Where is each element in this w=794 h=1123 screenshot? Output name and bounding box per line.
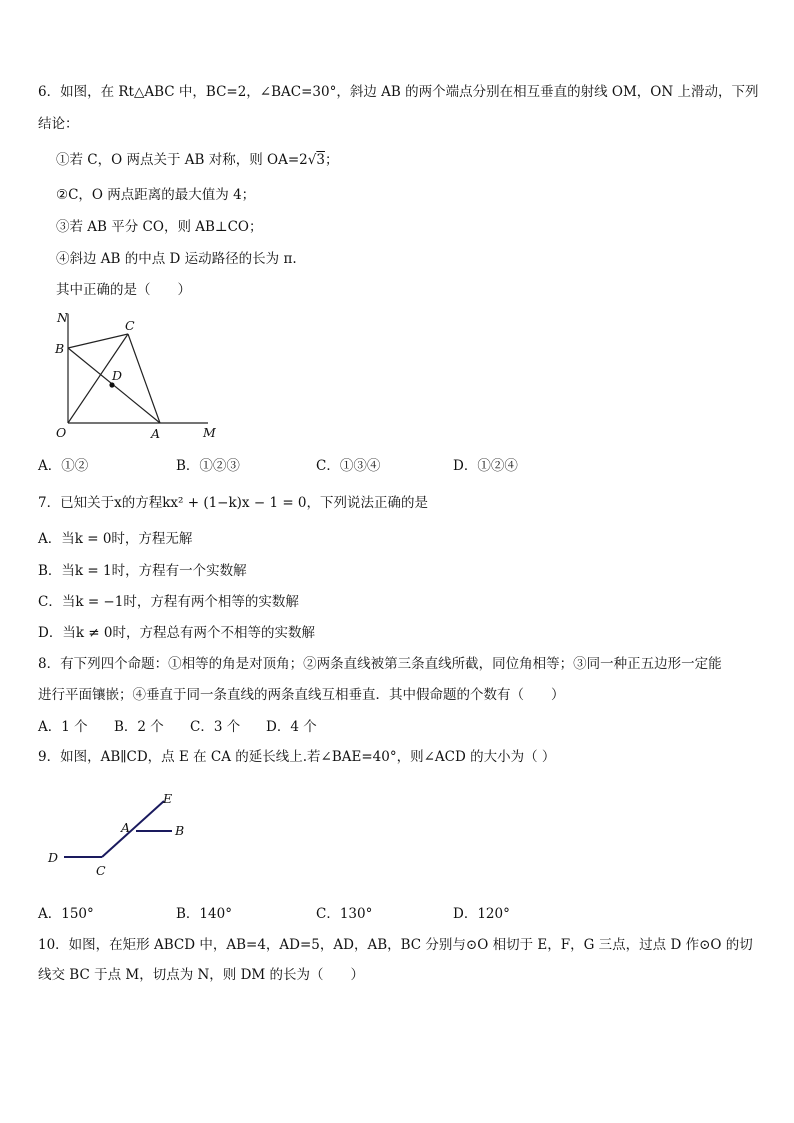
label-m: M	[203, 425, 216, 440]
q7-option-d-post: 时，方程总有两个不相等的实数解	[112, 625, 315, 641]
q6-statement-1-radicand: 3	[316, 152, 325, 168]
q9-option-d[interactable]: D．120°	[453, 906, 510, 922]
q7-stem-x: x	[114, 495, 122, 511]
q6-figure	[50, 308, 225, 443]
q9-option-c[interactable]: C．130°	[316, 906, 373, 922]
q7-option-b[interactable]	[38, 562, 247, 580]
q7-option-a-math: k = 0	[74, 531, 112, 547]
q9-option-a[interactable]: A．150°	[38, 906, 94, 922]
q7-option-c-post: 时，方程有两个相等的实数解	[123, 594, 299, 610]
q8-stem-line2: 进行平面镶嵌；④垂直于同一条直线的两条直线互相垂直．其中假命题的个数有（ ）	[38, 687, 565, 703]
label-d: D	[112, 368, 123, 383]
segment-bc	[68, 334, 128, 348]
q9-stem: 9．如图，AB∥CD，点 E 在 CA 的延长线上.若∠BAE=40°，则∠ACD 的大小为（ ）	[38, 749, 556, 765]
q6-question: 其中正确的是（ ）	[56, 282, 191, 298]
q7-equation: kx² + (1−k)x − 1 = 0	[162, 495, 307, 511]
q7-option-a-post: 时，方程无解	[111, 531, 193, 547]
q8-stem-line1: 8．有下列四个命题：①相等的角是对顶角；②两条直线被第三条直线所截，同位角相等；③同一种正五边形一定能	[38, 656, 722, 672]
q7-option-c-pre: C．当	[38, 594, 76, 610]
q7-option-c[interactable]	[38, 593, 299, 611]
label-c: C	[125, 318, 135, 333]
q9-option-b[interactable]: B．140°	[176, 906, 232, 922]
q7-option-a[interactable]	[38, 530, 192, 548]
q8-option-b[interactable]: B．2 个	[114, 719, 164, 735]
q10-stem-line2: 线交 BC 于点 M，切点为 N，则 DM 的长为（ ）	[38, 967, 365, 983]
line-ce	[102, 801, 164, 857]
q7-option-d-pre: D．当	[38, 625, 76, 641]
q8-option-d[interactable]: D．4 个	[266, 719, 317, 735]
q6-statement-1-math: 2	[299, 152, 308, 168]
point-d	[109, 382, 114, 387]
q8-option-c[interactable]: C．3 个	[190, 719, 241, 735]
q7-option-d-math: k ≠ 0	[75, 625, 113, 641]
q7-stem-pre: 7．已知关于	[38, 495, 115, 511]
q6-option-a[interactable]: A．①②	[38, 458, 89, 474]
q7-option-c-math: k = −1	[75, 594, 124, 610]
q6-statement-1-text: ①若 C，O 两点关于 AB 对称，则 OA=	[56, 152, 300, 168]
q6-option-c[interactable]: C．①③④	[316, 458, 381, 474]
q6-statement-2: ②C，O 两点距离的最大值为 4；	[56, 187, 256, 203]
label-a: A	[121, 820, 131, 835]
label-b: B	[175, 823, 185, 838]
q7-stem-post: ，下列说法正确的是	[306, 495, 429, 511]
q6-option-d[interactable]: D．①②④	[453, 458, 518, 474]
q6-statement-3: ③若 AB 平分 CO，则 AB⊥CO；	[56, 219, 263, 235]
q6-stem-line1: 6．如图，在 Rt△ABC 中，BC=2，∠BAC=30°，斜边 AB 的两个端点分别在相互垂直的射线 OM，ON 上滑动，下列	[38, 84, 759, 100]
q7-option-a-pre: A．当	[38, 531, 75, 547]
label-b: B	[55, 341, 65, 356]
q7-option-d[interactable]	[38, 624, 315, 642]
q7-stem-mid: 的方程	[121, 495, 163, 511]
q9-figure	[44, 785, 204, 885]
label-d: D	[48, 850, 59, 865]
q7-option-b-post: 时，方程有一个实数解	[111, 563, 247, 579]
q7-option-b-math: k = 1	[74, 563, 112, 579]
q6-statement-4: ④斜边 AB 的中点 D 运动路径的长为 π.	[56, 251, 297, 267]
q6-stem-line2: 结论：	[38, 116, 79, 132]
q6-statement-1	[56, 151, 338, 169]
q7-stem	[38, 494, 428, 512]
q6-option-b[interactable]: B．①②③	[176, 458, 240, 474]
q6-statement-1-end: ；	[324, 152, 339, 168]
label-a: A	[151, 426, 161, 441]
label-n: N	[57, 310, 68, 325]
label-c: C	[96, 863, 106, 878]
q7-option-b-pre: B．当	[38, 563, 75, 579]
label-o: O	[56, 425, 67, 440]
q6-statement-1-radical: √3	[307, 152, 325, 168]
q10-stem-line1: 10．如图，在矩形 ABCD 中，AB=4，AD=5，AD，AB，BC 分别与⊙O 相切于 E，F，G 三点，过点 D 作⊙O 的切	[38, 937, 753, 953]
q8-option-a[interactable]: A．1 个	[38, 719, 88, 735]
label-e: E	[163, 791, 173, 806]
